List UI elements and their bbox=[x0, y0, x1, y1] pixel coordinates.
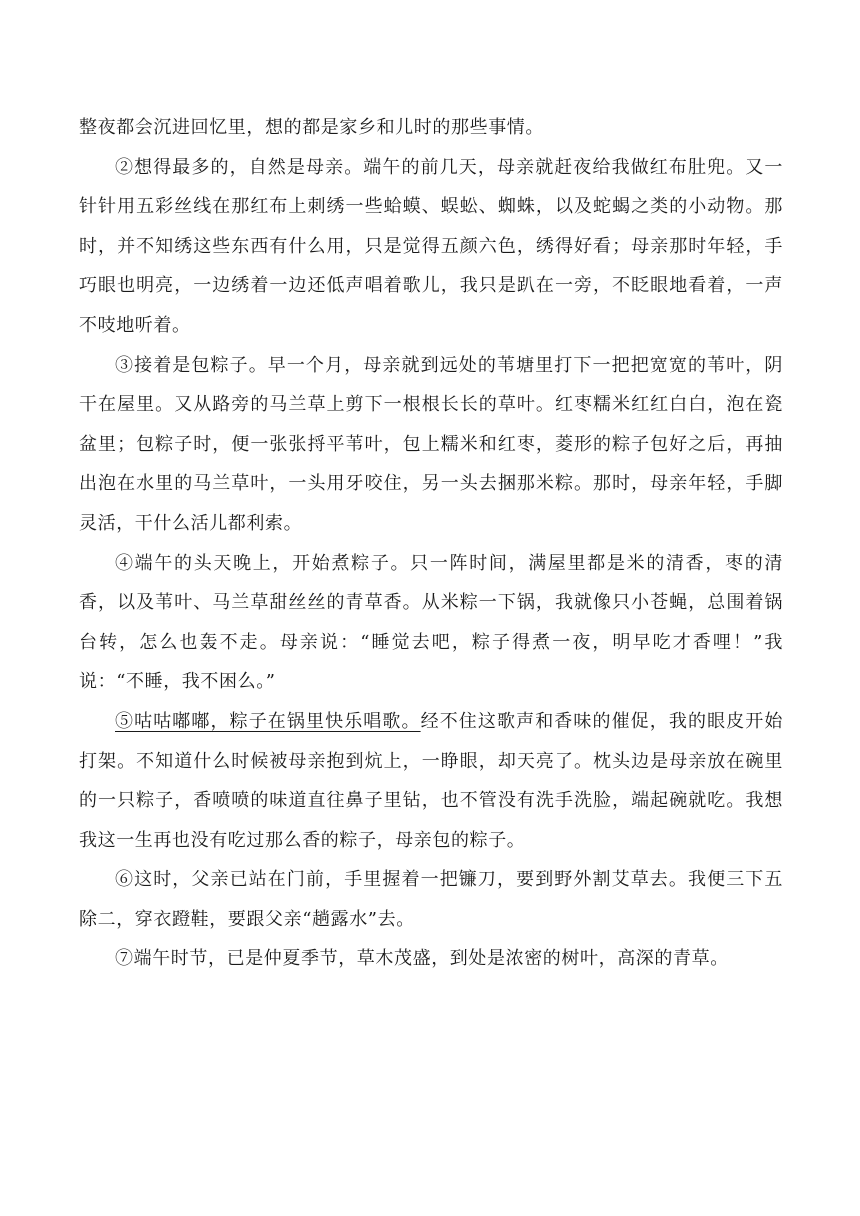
paragraph-5-rest: 经不住这歌声和香味的催促，我的眼皮开始打架。不知道什么时候被母亲抱到炕上，一睁眼，却天亮了。枕头边是母亲放在碗里的一只粽子，香喷喷的味道直往鼻子里钻，也不管没有洗手洗脸，端起碗就吃。我想我这一生再也没有吃过那么香的粽子，母亲包的粽子。 bbox=[79, 710, 783, 851]
paragraph-1: 整夜都会沉进回忆里，想的都是家乡和儿时的那些事情。 bbox=[79, 117, 544, 138]
paragraph-4: ④端午的头天晚上，开始煮粽子。只一阵时间，满屋里都是米的清香，枣的清香，以及苇叶、马兰草甜丝丝的青草香。从米粽一下锅，我就像只小苍蝇，总围着锅台转，怎么也轰不走。母亲说：“睡觉去吧，粽子得煮一夜，明早吃才香哩！”我说：“不睡，我不困么。” bbox=[79, 552, 783, 693]
paragraph-3: ③接着是包粽子。早一个月，母亲就到远处的苇塘里打下一把把宽宽的苇叶，阴干在屋里。又从路旁的马兰草上剪下一根根长长的草叶。红枣糯米红红白白，泡在瓷盆里；包粽子时，便一张张捋平苇叶，包上糯米和红枣，菱形的粽子包好之后，再抽出泡在水里的马兰草叶，一头用牙咬住，另一头去捆那米粽。那时，母亲年轻，手脚灵活，干什么活儿都利索。 bbox=[79, 354, 783, 534]
paragraph-7: ⑦端午时节，已是仲夏季节，草木茂盛，到处是浓密的树叶，高深的青草。 bbox=[115, 948, 729, 970]
underlined-sentence: ⑤咕咕嘟嘟，粽子在锅里快乐唱歌。 bbox=[115, 710, 421, 732]
paragraph-6: ⑥这时，父亲已站在门前，手里握着一把镰刀，要到野外割艾草去。我便三下五除二，穿衣蹬鞋，要跟父亲“趟露水”去。 bbox=[79, 869, 783, 930]
paragraph-5 bbox=[79, 702, 783, 860]
article-body bbox=[79, 108, 783, 979]
paragraph-2: ②想得最多的，自然是母亲。端午的前几天，母亲就赶夜给我做红布肚兜。又一针针用五彩丝线在那红布上刺绣一些蛤蟆、蜈蚣、蜘蛛，以及蛇蝎之类的小动物。那时，并不知绣这些东西有什么用，只是觉得五颜六色，绣得好看；母亲那时年轻，手巧眼也明亮，一边绣着一边还低声唱着歌儿，我只是趴在一旁，不眨眼地看着，一声不吱地听着。 bbox=[79, 156, 783, 336]
